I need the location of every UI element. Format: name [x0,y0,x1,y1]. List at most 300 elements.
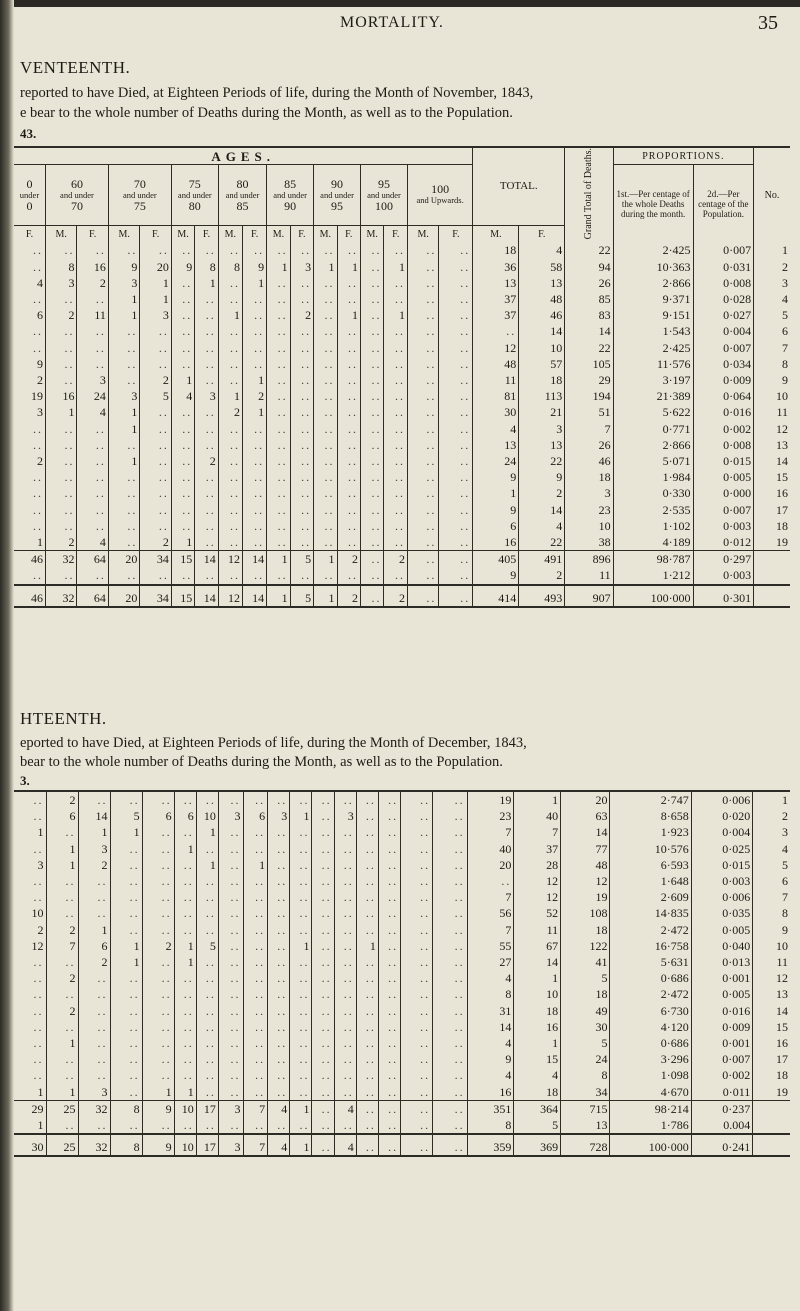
table-cell: .. [334,1035,356,1051]
table-cell: .. [243,970,268,986]
table-cell: 19 [467,791,514,808]
table-cell: .. [378,1035,400,1051]
table-cell: 14 [195,551,218,568]
table-cell: 29 [565,372,613,388]
table-cell: .. [171,453,194,469]
table-cell: .. [218,469,242,485]
table-cell: 1·648 [610,873,691,889]
table-row [14,873,790,889]
table-cell: .. [46,1117,78,1134]
table-body [14,791,790,1156]
table-cell: .. [378,905,400,921]
table-cell: .. [384,291,407,307]
table-cell: .. [218,791,243,808]
table-cell: .. [195,469,218,485]
sex-header: M. [45,226,76,243]
table-cell: .. [196,841,218,857]
table-cell: .. [110,873,142,889]
table-cell: 14 [467,1019,514,1035]
table-cell: 0·004 [691,824,753,840]
table-cell: 1 [290,938,312,954]
table-cell: .. [267,356,290,372]
table-cell: 40 [467,841,514,857]
table-cell: 11 [473,372,519,388]
table-cell: 14 [78,808,110,824]
sex-header: M. [314,226,337,243]
table-cell: .. [361,323,384,339]
table-cell: .. [140,502,171,518]
table-cell: 4 [473,421,519,437]
table-cell: 32 [78,1134,110,1156]
table-cell: .. [290,873,312,889]
table-cell: 13 [753,986,790,1002]
table-cell: 10 [31,906,44,921]
table-cell: .. [312,1051,334,1067]
table-cell: 15 [171,551,194,568]
table-cell: 3 [77,372,108,388]
table-cell: 1 [46,1035,78,1051]
table-cell: .. [361,275,384,291]
table-cell: .. [334,970,356,986]
table-cell: .. [171,242,194,258]
table-cell: .. [407,307,438,323]
table-cell: .. [108,485,139,501]
table-cell: .. [433,1100,467,1117]
table-cell: 4 [467,970,514,986]
table-row [14,469,790,485]
table-cell: .. [108,469,139,485]
table-cell: .. [142,1067,174,1083]
table-cell: 0·008 [693,437,754,453]
table-cell: .. [290,356,313,372]
table-cell: 414 [473,585,519,607]
table-cell: .. [78,1117,110,1134]
table-cell: 9 [142,1134,174,1156]
table-cell: .. [401,1035,433,1051]
no-heading: No. [754,147,790,242]
table-cell: 18 [561,986,610,1002]
table-cell: 20 [108,551,139,568]
age-group-header: 95 and under 100 [361,165,408,226]
table-cell: .. [378,938,400,954]
table-cell: 0·002 [693,421,754,437]
table-cell: .. [407,469,438,485]
table-cell: 4 [268,1100,290,1117]
table-cell: .. [384,388,407,404]
table-cell: .. [33,793,44,807]
table-cell: 1 [174,954,196,970]
table-cell: 105 [565,356,613,372]
table-cell: .. [290,388,313,404]
table-cell: .. [196,1003,218,1019]
table-cell: 1 [384,259,407,275]
sex-header: M. [407,226,438,243]
table-cell: .. [361,469,384,485]
table-cell: .. [242,307,266,323]
table-cell: 16 [754,485,790,501]
table-cell: .. [361,437,384,453]
table-cell: 46 [14,585,45,607]
total-heading: TOTAL. [473,147,565,226]
table-cell: .. [218,534,242,551]
table-cell: .. [195,567,218,584]
table-cell: 1 [196,824,218,840]
table-cell: .. [78,905,110,921]
table-cell: .. [195,242,218,258]
table-cell: 2 [337,585,360,607]
table-cell: .. [243,954,268,970]
table-cell: .. [32,291,43,306]
table-cell: .. [242,356,266,372]
table-cell: 16·758 [610,938,691,954]
table-cell: .. [267,421,290,437]
table-cell: 11 [754,404,790,420]
table-cell: .. [433,824,467,840]
table-cell: 4 [519,242,565,258]
table-cell: .. [242,323,266,339]
table-cell: .. [78,873,110,889]
table-cell: .. [407,404,438,420]
table-cell: 12 [561,873,610,889]
table-cell: 2·425 [613,340,693,356]
table-cell: 1·923 [610,824,691,840]
table-cell: 405 [473,551,519,568]
table-cell: .. [401,922,433,938]
table-cell: .. [33,1036,44,1051]
sex-header: F. [195,226,218,243]
table-cell: 359 [467,1134,514,1156]
table-cell: 1 [242,372,266,388]
table-cell: .. [218,1051,243,1067]
table-cell: 77 [561,841,610,857]
table-cell: 3 [37,857,44,872]
table-cell: 7 [514,824,561,840]
table-cell: 0·027 [693,307,754,323]
table-cell: .. [334,1117,356,1134]
table-cell: .. [196,1035,218,1051]
table-cell: .. [314,567,337,584]
table-cell: 5 [561,1035,610,1051]
table-cell: .. [140,340,171,356]
table-cell: .. [314,372,337,388]
running-title: MORTALITY. [340,14,444,31]
table-cell: .. [196,1067,218,1083]
table-cell: .. [314,307,337,323]
table-cell: .. [33,1003,44,1018]
table-cell: .. [242,518,266,534]
table-cell: 1 [108,404,139,420]
age-group-header: 100 and Upwards. [407,165,472,226]
section1-year: 43. [20,126,37,141]
december-mortality-table [14,790,790,1157]
table-cell: 20 [108,585,139,607]
table-cell: 8 [195,259,218,275]
table-cell: .. [290,1035,312,1051]
table-cell: .. [290,485,313,501]
table-cell: .. [195,502,218,518]
table-cell: .. [218,1003,243,1019]
table-cell: .. [142,1117,174,1134]
table-cell: .. [312,1003,334,1019]
table-cell: 1 [37,1118,44,1133]
table-row [14,970,790,986]
table-cell: .. [32,340,43,355]
table-cell: 7 [565,421,613,437]
table-cell: .. [312,1019,334,1035]
table-cell: 20 [467,857,514,873]
table-cell: .. [361,421,384,437]
table-row [14,437,790,453]
table-cell: .. [33,874,44,889]
table-cell: 41 [561,954,610,970]
table-cell: .. [433,889,467,905]
table-cell: .. [439,372,473,388]
table-cell: .. [140,404,171,420]
table-cell: .. [171,323,194,339]
table-cell: 7 [467,824,514,840]
table-cell: 1 [174,1084,196,1101]
table-cell: .. [110,1117,142,1134]
table-cell: .. [337,518,360,534]
table-cell: .. [290,1117,312,1134]
table-cell: .. [378,1051,400,1067]
table-row [14,275,790,291]
table-cell: .. [195,534,218,551]
table-row [14,340,790,356]
table-cell: 34 [140,585,171,607]
table-cell: 11·576 [613,356,693,372]
table-cell: .. [243,889,268,905]
table-cell: .. [314,291,337,307]
table-cell: .. [32,259,43,274]
sex-header: M. [361,226,384,243]
table-cell: 9 [753,922,790,938]
table-cell: 14 [561,824,610,840]
table-cell: .. [110,1051,142,1067]
table-row [14,791,790,808]
table-row [14,1035,790,1051]
table-cell: 32 [78,1100,110,1117]
table-cell: 98·214 [610,1100,691,1117]
table-cell: 11 [565,567,613,584]
table-cell: .. [218,485,242,501]
table-cell: .. [171,356,194,372]
table-cell: 2 [140,372,171,388]
table-cell: 3 [218,1134,243,1156]
table-cell: 369 [514,1134,561,1156]
table-cell: .. [290,954,312,970]
table-cell: .. [337,340,360,356]
table-cell: 16 [473,534,519,551]
table-cell: .. [242,534,266,551]
table-cell: 2 [45,534,76,551]
table-cell: .. [312,1035,334,1051]
table-cell: .. [196,1019,218,1035]
table-cell: 13 [519,275,565,291]
table-cell: .. [218,841,243,857]
table-cell: .. [361,259,384,275]
table-cell: 12 [514,873,561,889]
table-cell: 2 [46,970,78,986]
table-cell: .. [268,905,290,921]
table-cell: .. [243,1084,268,1101]
table-cell: 56 [467,905,514,921]
table-cell: 2·472 [610,986,691,1002]
table-row [14,1019,790,1035]
table-cell: 21·389 [613,388,693,404]
table-cell: .. [45,469,76,485]
table-cell: 10 [174,1100,196,1117]
table-row [14,938,790,954]
table-cell: .. [378,857,400,873]
table-cell: .. [433,1003,467,1019]
table-cell: .. [242,437,266,453]
table-cell: 10 [565,518,613,534]
table-cell: 113 [519,388,565,404]
table-cell: .. [267,502,290,518]
table-cell: 194 [565,388,613,404]
table-cell: .. [314,242,337,258]
table-cell: .. [110,1067,142,1083]
table-row [14,291,790,307]
table-cell: .. [384,437,407,453]
table-cell: 13 [561,1117,610,1134]
table-cell: 15 [753,1019,790,1035]
table-cell: .. [218,567,242,584]
table-cell: .. [356,1117,378,1134]
table-cell: .. [312,970,334,986]
table-cell: .. [171,518,194,534]
table-cell: .. [142,841,174,857]
table-cell: 1·102 [613,518,693,534]
table-cell: 3 [519,421,565,437]
table-cell: .. [32,324,43,339]
table-cell: 0·330 [613,485,693,501]
table-cell: 6 [243,808,268,824]
table-cell: 1 [174,841,196,857]
proportion-whole-deaths-header: 1st.—Per centage of the whole Deaths during the month. [613,165,693,243]
table-cell: .. [407,502,438,518]
table-cell: .. [218,275,242,291]
table-cell: .. [142,1051,174,1067]
table-cell: .. [401,1100,433,1117]
table-cell: 1 [108,453,139,469]
table-cell: 10 [514,986,561,1002]
table-cell: 0·007 [691,1051,753,1067]
table-cell: .. [268,1003,290,1019]
table-cell: 6 [78,938,110,954]
section1-heading: VENTEENTH. [20,58,131,77]
table-cell: 12 [754,421,790,437]
table-cell: .. [312,905,334,921]
table-cell: .. [77,340,108,356]
table-cell: .. [45,567,76,584]
subtotal-row [14,1100,790,1117]
table-cell: 28 [514,857,561,873]
table-cell: .. [195,323,218,339]
table-cell: .. [407,291,438,307]
table-cell: .. [401,841,433,857]
table-cell: 1 [514,970,561,986]
table-cell: 1 [290,1134,312,1156]
table-cell: .. [290,291,313,307]
table-cell: 1 [290,1100,312,1117]
table-cell: 24 [473,453,519,469]
table-cell: .. [407,437,438,453]
table-cell: .. [174,1067,196,1083]
table-cell: 18 [753,1067,790,1083]
table-cell: .. [267,388,290,404]
table-cell: .. [267,340,290,356]
table-cell: 4·120 [610,1019,691,1035]
table-cell: .. [290,469,313,485]
table-cell: 9 [473,469,519,485]
table-cell: .. [218,1019,243,1035]
table-cell: .. [433,1051,467,1067]
table-cell: .. [243,841,268,857]
table-cell: .. [384,534,407,551]
table-cell: .. [108,340,139,356]
table-cell: 24 [77,388,108,404]
table-cell: .. [337,567,360,584]
table-cell: .. [378,1084,400,1101]
table-cell: 3 [78,1084,110,1101]
table-cell: 2·535 [613,502,693,518]
table-cell: .. [290,841,312,857]
table-cell: 46 [14,551,45,568]
table-cell: 6 [46,808,78,824]
table-cell: .. [384,242,407,258]
table-cell: 1 [110,824,142,840]
table-cell: .. [243,1003,268,1019]
table-cell: .. [142,1019,174,1035]
table-cell: .. [378,841,400,857]
table-cell: .. [290,1019,312,1035]
table-cell: .. [242,469,266,485]
table-cell: 5 [561,970,610,986]
grand-total-row [14,585,790,607]
table-cell: .. [290,404,313,420]
table-cell: 14 [754,453,790,469]
table-cell: .. [142,905,174,921]
table-cell: .. [384,469,407,485]
table-cell: .. [110,905,142,921]
table-cell: .. [361,518,384,534]
table-cell: 16 [753,1035,790,1051]
table-cell: 4 [36,275,43,290]
table-cell: .. [407,485,438,501]
table-cell: 0·012 [693,534,754,551]
table-cell: 5 [110,808,142,824]
table-cell: 9 [36,356,43,371]
table-cell: 4 [754,291,790,307]
table-cell: .. [78,1035,110,1051]
table-cell: 64 [77,551,108,568]
table-cell: .. [439,323,473,339]
table-cell: .. [290,453,313,469]
table-cell: .. [218,922,243,938]
table-cell: 0·003 [691,873,753,889]
table-cell: .. [361,291,384,307]
table-cell: .. [268,857,290,873]
table-cell: 0·007 [693,502,754,518]
table-cell: .. [110,1035,142,1051]
table-cell: 48 [561,857,610,873]
table-cell: .. [312,986,334,1002]
table-cell: 100·000 [610,1134,691,1156]
table-cell: .. [290,791,312,808]
table-cell: .. [361,453,384,469]
